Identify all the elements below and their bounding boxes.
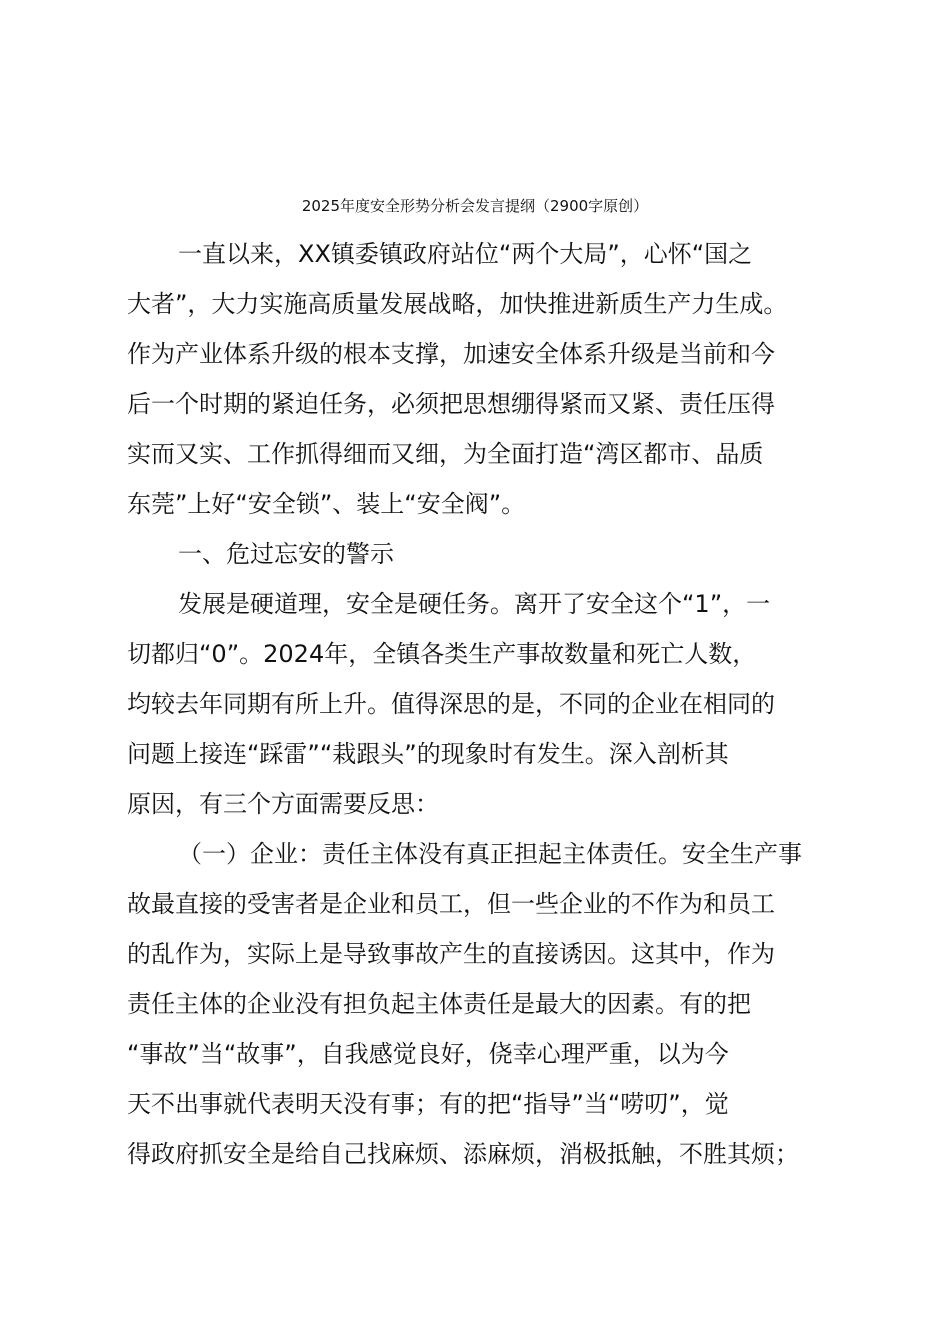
- body-line-5: 实而又实、工作抓得细而又细，为全面打造“湾区都市、品质: [127, 440, 764, 468]
- body-line-14: 故最直接的受害者是企业和员工，但一些企业的不作为和员工: [127, 890, 775, 918]
- body-line-11: 问题上接连“踩雷”“栽跟头”的现象时有发生。深入剖析其: [127, 740, 729, 768]
- body-line-8: 发展是硬道理，安全是硬任务。离开了安全这个“1”，一: [178, 590, 771, 618]
- document-title: 2025年度安全形势分析会发言提纲（2900字原创）: [301, 197, 649, 215]
- section-heading: 一、危过忘安的警示: [178, 540, 394, 568]
- body-line-6: 东莞”上好“安全锁”、装上“安全阀”。: [127, 490, 526, 518]
- body-line-3: 作为产业体系升级的根本支撑，加速安全体系升级是当前和今: [127, 340, 775, 368]
- body-line-16: 责任主体的企业没有担负起主体责任是最大的因素。有的把: [127, 990, 751, 1018]
- body-line-19: 得政府抓安全是给自己找麻烦、添麻烦，消极抵触，不胜其烦；: [127, 1140, 799, 1168]
- body-line-17: “事故”当“故事”，自我感觉良好，侥幸心理严重，以为今: [127, 1040, 729, 1068]
- body-line-10: 均较去年同期有所上升。值得深思的是，不同的企业在相同的: [127, 690, 775, 718]
- body-line-9: 切都归“0”。2024年，全镇各类生产事故数量和死亡人数，: [127, 640, 757, 668]
- body-line-4: 后一个时期的紧迫任务，必须把思想绷得紧而又紧、责任压得: [127, 390, 775, 418]
- body-line-18: 天不出事就代表明天没有事；有的把“指导”当“唠叨”，觉: [127, 1090, 729, 1118]
- body-line-2: 大者”，大力实施高质量发展战略，加快推进新质生产力生成。: [127, 290, 788, 318]
- body-line-15: 的乱作为，实际上是导致事故产生的直接诱因。这其中，作为: [127, 940, 775, 968]
- body-line-13: （一）企业：责任主体没有真正担起主体责任。安全生产事: [178, 840, 802, 868]
- body-line-12: 原因，有三个方面需要反思：: [127, 790, 439, 818]
- body-line-1: 一直以来，XX镇委镇政府站位“两个大局”，心怀“国之: [178, 240, 753, 268]
